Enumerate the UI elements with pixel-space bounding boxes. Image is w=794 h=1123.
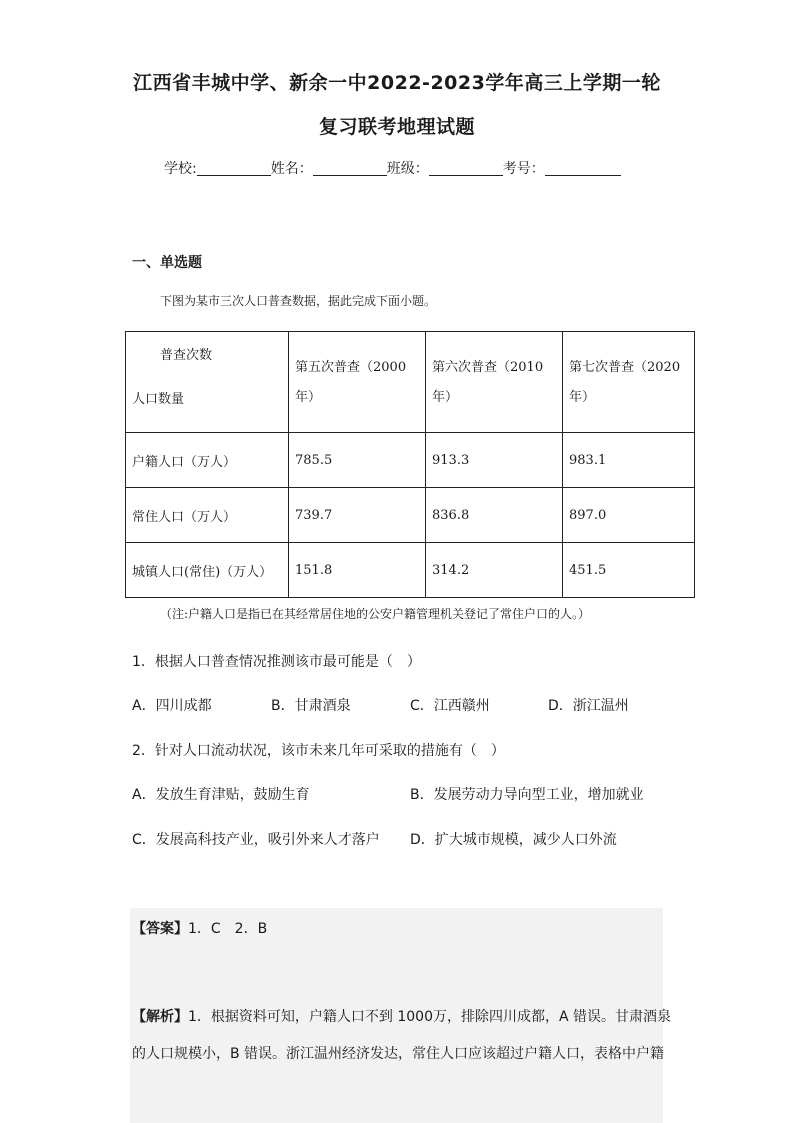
analysis-text-1: 1．根据资料可知，户籍人口不到 1000万，排除四川成都，A 错误。甘肃酒泉 bbox=[188, 1009, 672, 1025]
analysis-line-2: 的人口规模小，B 错误。浙江温州经济发达，常住人口应该超过户籍人口，表格中户籍 bbox=[132, 1046, 665, 1062]
question-intro: 下图为某市三次人口普查数据，据此完成下面小题。 bbox=[160, 294, 437, 308]
question-2-stem: 2．针对人口流动状况，该市未来几年可采取的措施有（ ） bbox=[132, 743, 505, 759]
corner-bottom-label: 人口数量 bbox=[132, 392, 185, 407]
question-1-stem: 1．根据人口普查情况推测该市最可能是（ ） bbox=[132, 654, 421, 670]
exam-no-label: 考号： bbox=[502, 161, 545, 177]
page-title-line1: 江西省丰城中学、新余一中2022-2023学年高三上学期一轮 bbox=[133, 72, 661, 94]
name-blank[interactable] bbox=[313, 159, 387, 176]
row-label: 户籍人口（万人） bbox=[126, 433, 289, 488]
corner-top-label: 普查次数 bbox=[160, 348, 213, 363]
census-table bbox=[125, 331, 695, 598]
table-cell: 836.8 bbox=[426, 488, 563, 543]
analysis-label: 【解析】 bbox=[132, 1009, 188, 1025]
answer-label: 【答案】 bbox=[132, 921, 188, 937]
question-2-option-b[interactable]: B．发展劳动力导向型工业，增加就业 bbox=[410, 787, 644, 803]
question-1-option-c[interactable]: C．江西赣州 bbox=[410, 698, 490, 714]
table-cell: 983.1 bbox=[563, 433, 695, 488]
question-2-option-c[interactable]: C．发展高科技产业，吸引外来人才落户 bbox=[132, 832, 380, 848]
table-row bbox=[126, 543, 695, 598]
question-1-option-a[interactable]: A．四川成都 bbox=[132, 698, 212, 714]
table-cell: 739.7 bbox=[289, 488, 426, 543]
column-header: 第七次普查（2020 年） bbox=[563, 332, 695, 433]
table-header-row bbox=[126, 332, 695, 433]
table-corner-cell bbox=[126, 332, 289, 433]
answer-line bbox=[132, 918, 267, 938]
table-cell: 314.2 bbox=[426, 543, 563, 598]
table-row bbox=[126, 488, 695, 543]
table-cell: 897.0 bbox=[563, 488, 695, 543]
row-label: 常住人口（万人） bbox=[126, 488, 289, 543]
column-header: 第六次普查（2010 年） bbox=[426, 332, 563, 433]
table-cell: 785.5 bbox=[289, 433, 426, 488]
row-label: 城镇人口(常住)（万人） bbox=[126, 543, 289, 598]
analysis-line-1 bbox=[132, 1006, 671, 1026]
class-blank[interactable] bbox=[429, 159, 503, 176]
school-label: 学校: bbox=[164, 161, 197, 177]
table-note: （注:户籍人口是指已在其经常居住地的公安户籍管理机关登记了常住户口的人。） bbox=[160, 607, 591, 621]
table-cell: 913.3 bbox=[426, 433, 563, 488]
column-header: 第五次普查（2000 年） bbox=[289, 332, 426, 433]
class-label: 班级： bbox=[386, 161, 429, 177]
question-2-option-a[interactable]: A．发放生育津贴，鼓励生育 bbox=[132, 787, 310, 803]
school-blank[interactable] bbox=[197, 159, 271, 176]
page-title-line2: 复习联考地理试题 bbox=[318, 116, 475, 138]
question-1-option-d[interactable]: D．浙江温州 bbox=[548, 698, 629, 714]
answer-text: 1．C 2．B bbox=[188, 921, 268, 937]
table-cell: 151.8 bbox=[289, 543, 426, 598]
student-info-row bbox=[164, 158, 621, 178]
table-row bbox=[126, 433, 695, 488]
question-2-option-d[interactable]: D．扩大城市规模，减少人口外流 bbox=[410, 832, 617, 848]
name-label: 姓名： bbox=[270, 161, 313, 177]
question-1-option-b[interactable]: B．甘肃酒泉 bbox=[271, 698, 351, 714]
table-cell: 451.5 bbox=[563, 543, 695, 598]
exam-no-blank[interactable] bbox=[545, 159, 621, 176]
section-title: 一、单选题 bbox=[132, 255, 202, 271]
